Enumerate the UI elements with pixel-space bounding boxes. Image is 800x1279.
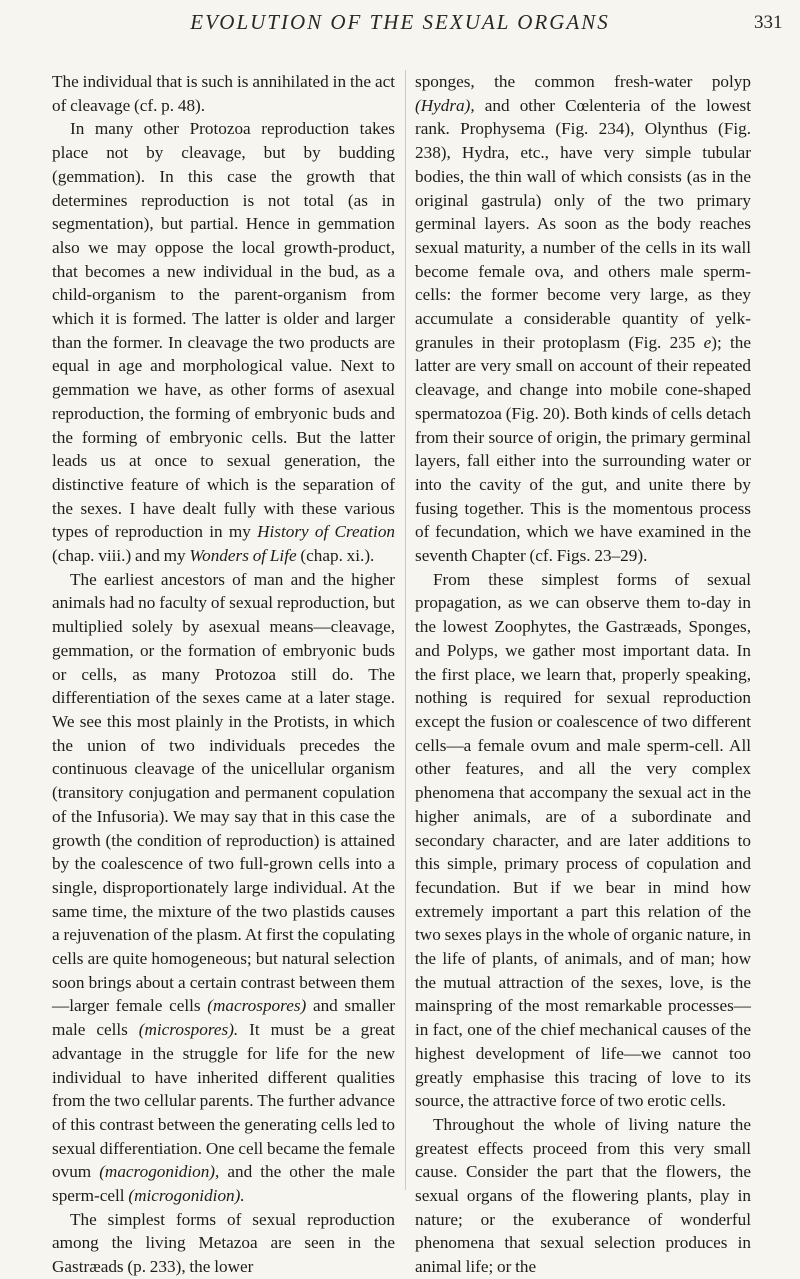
term: (macrospores) — [207, 996, 307, 1016]
paragraph: The individual that is such is annihilated in the act of cleavage (cf. p. 48). — [52, 72, 395, 115]
column-divider — [405, 70, 406, 1190]
term: (microgonidion). — [128, 1186, 245, 1206]
term: (Hydra), — [415, 95, 475, 115]
page-number: 331 — [754, 12, 783, 33]
figure-ref-letter: e — [703, 332, 712, 352]
paragraph: sponges, the common fresh-water polyp (Hydra), and other Cœlenteria of the lowest rank. Prophysema (Fig. 234), Olynthus (Fig. 238), Hydra, etc., have very simple tubular bodies, the thin wall of which consists (as in the original gastrula) only of the two primary germinal layers. As soon as the body reaches sexual maturity, a number of the cells in its wall become female ova, and others male sperm-cells: the former become very large, as they accumulate a considerable quantity of yelk-granules in their protoplasm (Fig. 235 e); the latter are very small on account of their repeated cleavage, and change into mobile cone-shaped spermatozoa (Fig. 20). Both kinds of cells detach from their source of origin, the primary germinal layers, fall either into the surrounding water or into the cavity of the gut, and unite there by fusing together. This is the momentous process of fecundation, which we have examined in the seventh Chapter (cf. Figs. 23–29). — [415, 72, 752, 566]
term: (microspores). — [138, 1020, 239, 1040]
right-column — [415, 70, 751, 1279]
paragraph: From these simplest forms of sexual propagation, as we can observe them to-day in the lowest Zoophytes, the Gastræads, Sponges, and Polyps, we gather most important data. In the first place, we learn that, properly speaking, nothing is required for sexual reproduction except the fusion or coalescence of two different cells—a female ovum and male sperm-cell. All other features, and all the very complex phenomena that accompany the sexual act in the higher animals, are of a subordinate and secondary character, and are later additions to this simple, primary process of copulation and fecundation. But if we bear in mind how extremely important a part this relation of the two sexes plays in the whole of organic nature, in the life of plants, of animals, and of man; how the mutual attraction of the sexes, love, is the mainspring of the most remarkable processes—in fact, one of the chief mechanical causes of the highest development of life—we cannot too greatly emphasise this tracing of love to its source, the attractive force of two erotic cells. — [415, 569, 751, 1111]
paragraph: Throughout the whole of living nature the greatest effects proceed from this very small cause. Consider the part that the flowers, the sexual organs of the flowering plants, play in nature; or the exuberance of wonderful phenomena that sexual selection produces in animal life; or the — [415, 1114, 751, 1277]
running-title: EVOLUTION OF THE SEXUAL ORGANS — [190, 10, 610, 34]
paragraph: In many other Protozoa reproduction takes place not by cleavage, but by budding (gemmation). In this case the growth that determines reproduction is not total (as in segmentation), but partial. Hence in gemmation also we may oppose the local growth-product, that becomes a new individual in the bud, as a child-organism to the parent-organism from which it is formed. The latter is older and larger than the former. In cleavage the two products are equal in age and morphological value. Next to gemmation we have, as other forms of asexual reproduction, the forming of embryonic buds and the forming of embryonic cells. But the latter leads us at once to sexual generation, the distinctive feature of which is the separation of the sexes. I have dealt fully with these various types of reproduction in my History of Creation (chap. viii.) and my Wonders of Life (chap. xi.). — [52, 119, 396, 566]
left-column — [52, 70, 395, 1279]
term: (macrogonidion), — [99, 1162, 220, 1182]
book-title: History of Creation — [257, 522, 396, 542]
paragraph: The earliest ancestors of man and the higher animals had no faculty of sexual reproduction, but multiplied solely by asexual means—cleavage, gemmation, or the formation of embryonic buds or cells, as many Protozoa still do. The differentiation of the sexes came at a later stage. We see this most plainly in the Protists, in which the union of two individuals precedes the continuous cleavage of the unicellular organism (transitory conjugation and permanent copulation of the Infusoria). We may say that in this case the growth (the condition of reproduction) is attained by the coalescence of two full-grown cells into a single, disproportionately large individual. At the same time, the mixture of the two plastids causes a rejuvenation of the plasm. At first the copulating cells are quite homogeneous; but natural selection soon brings about a certain contrast between them—larger female cells (macrospores) and smaller male cells (microspores). It must be a great advantage in the struggle for life for the new individual to have inherited different qualities from the two cellular parents. The further advance of this contrast between the generating cells led to sexual differentiation. One cell became the female ovum (macrogonidion), and the other the male sperm-cell (microgonidion). — [52, 569, 396, 1206]
book-title: Wonders of Life — [189, 546, 297, 566]
paragraph: The simplest forms of sexual reproduction among the living Metazoa are seen in the Gastræads (p. 233), the lower — [52, 1209, 395, 1277]
